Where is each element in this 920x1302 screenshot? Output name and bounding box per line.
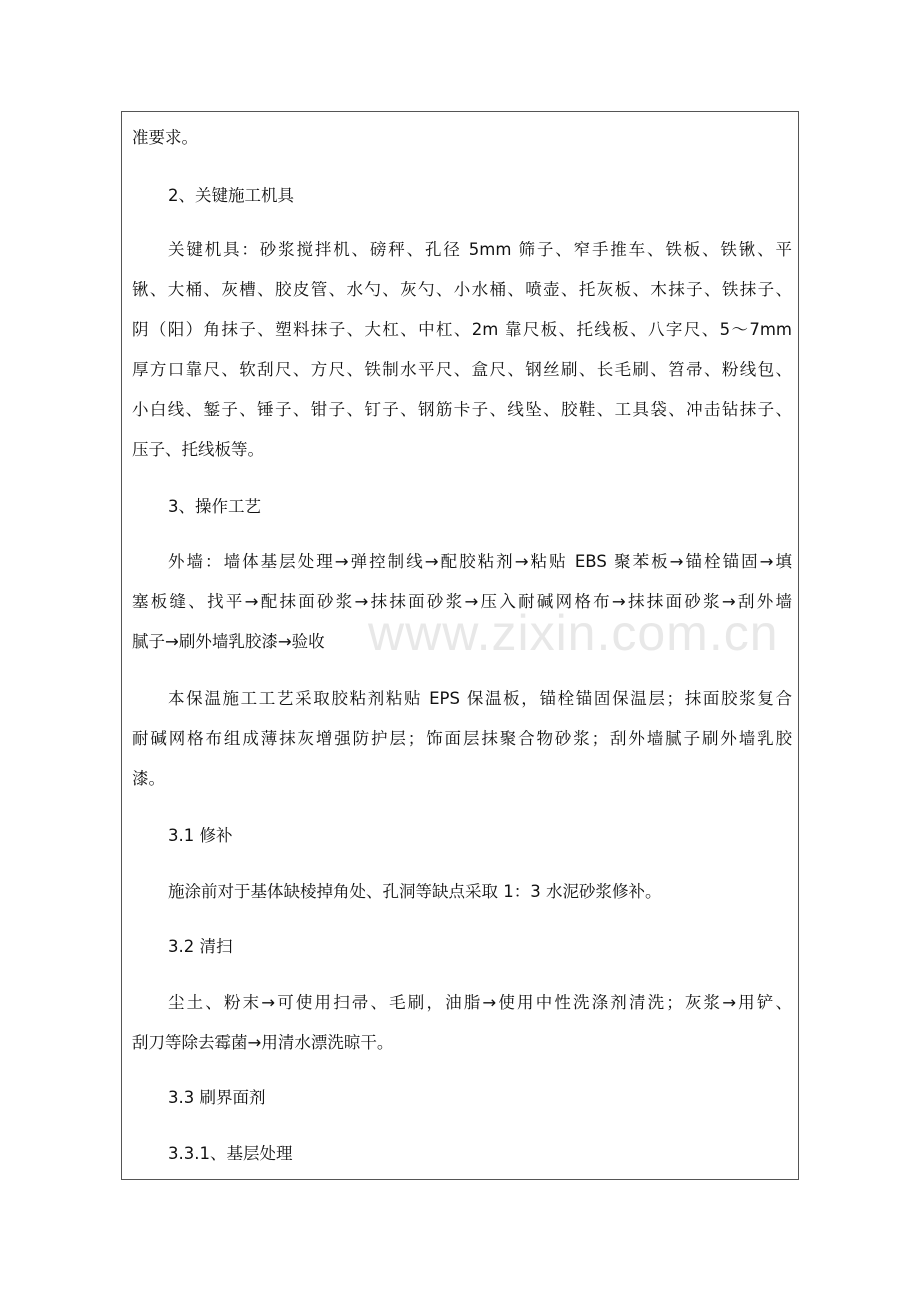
heading-3-3-1: 3.3.1、基层处理 — [168, 1144, 293, 1163]
text-line: 本保温施工工艺采取胶粘剂粘贴 EPS 保温板，锚栓锚固保温层；抹面胶浆复合 — [168, 689, 792, 708]
text-line: 尘土、粉末→可使用扫帚、毛刷，油脂→使用中性洗涤剂清洗；灰浆→用铲、 — [168, 993, 792, 1012]
text-line: 外墙：墙体基层处理→弹控制线→配胶粘剂→粘贴 EBS 聚苯板→锚栓锚固→填 — [168, 552, 792, 571]
text-line: 刮刀等除去霉菌→用清水漂洗晾干。 — [132, 1033, 394, 1052]
text-line: 关键机具：砂浆搅拌机、磅秤、孔径 5mm 筛子、窄手推车、铁板、铁锹、平 — [168, 240, 792, 259]
text-line: 压子、托线板等。 — [132, 440, 264, 459]
heading-3-2: 3.2 清扫 — [168, 937, 233, 956]
text-line: 腻子→刷外墙乳胶漆→验收 — [132, 632, 325, 651]
text-line: 小白线、錾子、锤子、钳子、钉子、钢筋卡子、线坠、胶鞋、工具袋、冲击钻抹子、 — [132, 400, 792, 419]
text-line: 漆。 — [132, 769, 165, 788]
text-line: 准要求。 — [132, 128, 198, 147]
watermark-text: www.zixin.com.cn — [368, 605, 779, 661]
text-line: 厚方口靠尺、软刮尺、方尺、铁制水平尺、盒尺、钢丝刷、长毛刷、笤帚、粉线包、 — [132, 360, 792, 379]
text-line: 施涂前对于基体缺棱掉角处、孔洞等缺点采取 1：3 水泥砂浆修补。 — [168, 882, 662, 901]
heading-3-3: 3.3 刷界面剂 — [168, 1088, 266, 1107]
heading-3-1: 3.1 修补 — [168, 826, 233, 845]
text-line: 锹、大桶、灰槽、胶皮管、水勺、灰勺、小水桶、喷壶、托灰板、木抹子、铁抹子、 — [132, 280, 792, 299]
heading-tools: 2、关键施工机具 — [168, 186, 294, 205]
text-line: 塞板缝、找平→配抹面砂浆→抹抹面砂浆→压入耐碱网格布→抹抹面砂浆→刮外墙 — [132, 592, 792, 611]
heading-process: 3、操作工艺 — [168, 497, 261, 516]
text-line: 耐碱网格布组成薄抹灰增强防护层；饰面层抹聚合物砂浆；刮外墙腻子刷外墙乳胶 — [132, 729, 792, 748]
text-line: 阴（阳）角抹子、塑料抹子、大杠、中杠、2m 靠尺板、托线板、八字尺、5～7mm — [132, 320, 792, 339]
